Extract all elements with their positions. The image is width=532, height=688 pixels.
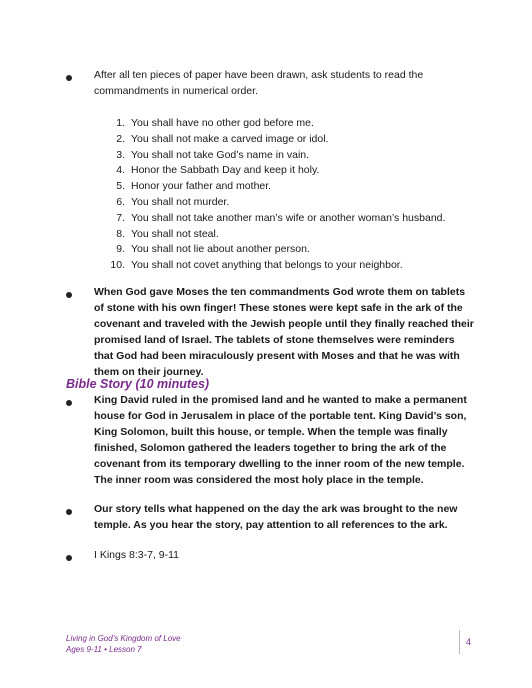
section-heading: Bible Story (10 minutes) — [66, 377, 210, 391]
bullet-icon — [66, 400, 72, 406]
footer-divider — [459, 630, 460, 654]
list-item-number: 9. — [116, 243, 125, 256]
list-item-text: You shall not make a carved image or idol. — [131, 132, 329, 145]
bullet-icon — [66, 555, 72, 561]
list-item-text: You shall not take another man’s wife or another woman’s husband. — [131, 211, 446, 224]
list-item-text: You shall not steal. — [131, 227, 219, 240]
king-david-paragraph: King David ruled in the promised land and he wanted to make a permanent house for God in Jerusalem in place of the portable tent. King David’s son, King Solomon, built this house, or temple. When the temple was finally finished, Solomon gathered the leaders together to bring the ark of the covenant from its temporary dwelling to the inner room of the new temple. The inner room was considered the most holy place in the temple. — [94, 394, 467, 486]
scripture-reference: I Kings 8:3-7, 9-11 — [94, 549, 180, 561]
bullet-icon — [66, 509, 72, 515]
instruction-paragraph: After all ten pieces of paper have been drawn, ask students to read the commandments in numerical order. — [94, 69, 424, 97]
list-item-number: 10. — [110, 259, 125, 272]
list-item — [107, 148, 445, 164]
list-item-text: You shall not take God’s name in vain. — [131, 148, 310, 161]
footer-text — [66, 633, 181, 655]
bullet-icon — [66, 292, 72, 298]
list-item-text: You shall have no other god before me. — [131, 117, 314, 129]
list-item — [107, 242, 445, 258]
list-item-number: 1. — [116, 117, 125, 129]
list-item-text: You shall not murder. — [131, 195, 230, 208]
commandments-list — [107, 116, 445, 274]
list-item — [107, 116, 445, 132]
list-item-number: 5. — [116, 180, 125, 193]
list-item-number: 6. — [116, 195, 125, 208]
list-item — [107, 211, 445, 227]
list-item — [107, 179, 445, 195]
list-item — [107, 227, 445, 243]
list-item-text: You shall not covet anything that belongs to your neighbor. — [131, 259, 403, 272]
list-item-number: 2. — [116, 132, 125, 145]
list-item — [107, 163, 445, 179]
bullet-icon — [66, 75, 72, 81]
list-item — [107, 258, 445, 274]
list-item — [107, 195, 445, 211]
list-item-number: 3. — [116, 148, 125, 161]
list-item-number: 8. — [116, 227, 125, 240]
page-number: 4 — [466, 637, 472, 647]
list-item-number: 4. — [116, 164, 125, 177]
list-item-text: Honor the Sabbath Day and keep it holy. — [131, 164, 320, 177]
list-item-number: 7. — [116, 211, 125, 224]
list-item-text: Honor your father and mother. — [131, 180, 272, 193]
story-paragraph: Our story tells what happened on the day the ark was brought to the new temple. As you hear the story, pay attention to all references to the ark. — [94, 503, 458, 531]
footer-title: Living in God’s Kingdom of Love — [66, 634, 181, 643]
list-item-text: You shall not lie about another person. — [131, 243, 310, 256]
list-item — [107, 132, 445, 148]
moses-paragraph: When God gave Moses the ten commandments God wrote them on tablets of stone with his own finger! These stones were kept safe in the ark of the covenant and traveled with the Jewish people until they finally reached their promised land of Israel. The tablets of stone themselves were reminders that God had been miraculously present with Moses and that he was with them on their journey. — [94, 286, 474, 378]
footer-subtitle: Ages 9-11 • Lesson 7 — [66, 645, 142, 654]
